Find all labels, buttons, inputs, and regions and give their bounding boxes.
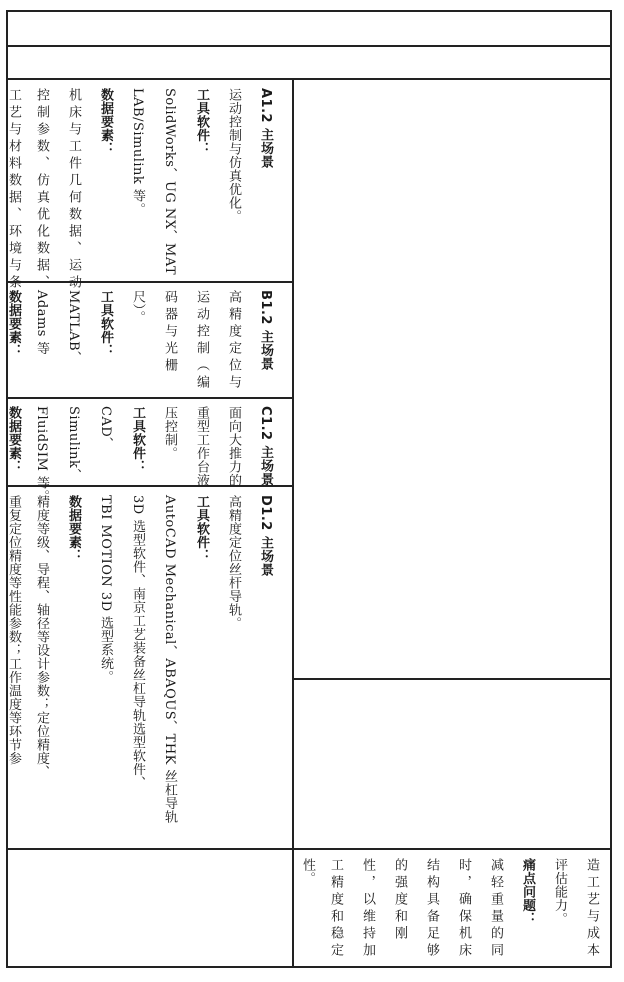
- scenario-a-title-col: [254, 88, 276, 169]
- pain-text-before-2: 评估能力。: [552, 858, 567, 926]
- scenario-d-data-text-2: 重复定位精度等性能参数；工作温度等环节参: [6, 495, 21, 765]
- scenario-c-tools-line-3: [30, 406, 52, 503]
- scenario-d-data-label: 数据要素：: [66, 495, 81, 563]
- table-right-border: [610, 10, 612, 967]
- scenario-b-tools-label: 工具软件：: [98, 290, 113, 358]
- scenario-d-title-col: [254, 495, 276, 576]
- pain-text-before-1: 造工艺与成本: [584, 858, 599, 960]
- scenario-c-tools-text-3: FluidSIM 等。: [34, 406, 49, 504]
- scenario-b-title-col: [254, 290, 276, 370]
- scenario-b-desc-line-3: [158, 290, 180, 375]
- scenario-d-desc-col: [222, 495, 244, 630]
- scenario-d-tools-line-2: [126, 495, 148, 789]
- scenario-c-desc-line-1: [222, 406, 244, 487]
- scenario-b-data-col: [2, 290, 24, 358]
- scenario-b-tools-text-2: Adams 等: [34, 290, 49, 356]
- scenario-a-desc-col: [222, 88, 244, 223]
- pain-text-6: 工精度和稳定: [328, 858, 343, 960]
- row-divider-2: [6, 78, 612, 80]
- scenario-d-title: D1.2 主场景: [258, 495, 273, 577]
- scenario-divider-bc: [6, 397, 293, 399]
- scenario-c-title: C1.2 主场景: [258, 406, 273, 487]
- pain-text-1: 减轻重量的同: [488, 858, 503, 960]
- scenario-a-data-label: 数据要素：: [98, 88, 113, 156]
- scenario-d-desc: 高精度定位丝杆导轨。: [226, 495, 241, 630]
- scenario-b-desc-text-2: 运动控制（编: [194, 290, 209, 392]
- scenario-a-data-text-1: 机床与工件几何数据、运动: [66, 88, 81, 292]
- scenario-b-data-label: 数据要素：: [6, 290, 21, 358]
- scenario-c-title-col: [254, 406, 276, 486]
- scenario-b-title: B1.2 主场景: [258, 290, 273, 371]
- scenario-c-tools-label: 工具软件：: [130, 406, 145, 474]
- pain-text-7: 性。: [300, 858, 315, 885]
- scenario-b-desc-text-4: 尺）。: [130, 290, 145, 324]
- row-divider-1: [6, 45, 612, 47]
- pain-label-col: [516, 858, 538, 926]
- pain-line-2: [452, 858, 474, 960]
- scenario-c-data-col: [2, 406, 24, 474]
- table-top-border: [6, 10, 612, 12]
- scenario-c-desc-text-3: 压控制。: [162, 406, 177, 460]
- scenario-d-data-line-1: [30, 495, 52, 779]
- scenario-b-tools-line-2: [30, 290, 52, 355]
- pain-line-7: [296, 858, 318, 885]
- scenario-divider-d-bottom: [6, 848, 293, 850]
- scenario-b-tools-text-1: MATLAB、: [66, 290, 81, 365]
- scenario-a-tools-text-2: LAB/Simulink 等。: [130, 88, 145, 216]
- right-column-divider-2: [292, 848, 612, 850]
- pain-line-before-2: [548, 858, 570, 926]
- pain-text-2: 时，确保机床: [456, 858, 471, 960]
- scenario-d-tools-label: 工具软件：: [194, 495, 209, 563]
- scenario-a-data-line-3: [2, 88, 24, 292]
- pain-text-4: 的强度和刚: [392, 858, 407, 943]
- scenario-b-desc-text-1: 高精度定位与: [226, 290, 241, 392]
- pain-text-3: 结构具备足够: [424, 858, 439, 960]
- scenario-b-desc-line-1: [222, 290, 244, 392]
- scenario-d-data-col: [62, 495, 84, 563]
- scenario-a-data-text-3: 工艺与材料数据、环境与条: [6, 88, 21, 292]
- scenario-c-tools-col: [126, 406, 148, 474]
- scenario-c-desc-line-2: [190, 406, 212, 487]
- scenario-c-desc-text-1: 面向大推力的: [226, 406, 241, 487]
- pain-line-6: [324, 858, 346, 960]
- scenario-a-desc: 运动控制与仿真优化。: [226, 88, 241, 223]
- scenario-a-tools-label: 工具软件：: [194, 88, 209, 156]
- scenario-a-data-line-1: [62, 88, 84, 292]
- scenario-a-tools-text-1: SolidWorks、UG NX、MAT: [162, 88, 177, 276]
- scenario-b-desc-line-4: [126, 290, 148, 324]
- scenario-a-data-line-2: [30, 88, 52, 292]
- column-divider-main: [292, 78, 294, 967]
- pain-line-4: [388, 858, 410, 943]
- scenario-c-tools-text-2: Simulink、: [66, 406, 81, 482]
- scenario-a-data-col: [94, 88, 116, 156]
- scenario-c-data-label: 数据要素：: [6, 406, 21, 474]
- pain-line-before-1: [580, 858, 602, 960]
- scenario-d-tools-text-3: TBI MOTION 3D 选型系统。: [98, 495, 113, 684]
- pain-text-5: 性，以维持加: [360, 858, 375, 960]
- scenario-a-data-text-2: 控制参数、仿真优化数据、: [34, 88, 49, 292]
- scenario-a-tools-line-2: [126, 88, 148, 216]
- scenario-b-desc-line-2: [190, 290, 212, 392]
- scenario-d-tools-text-1: AutoCAD Mechanical、ABAQUS、THK 丝杠导轨: [162, 495, 177, 824]
- scenario-d-tools-col: [190, 495, 212, 563]
- right-column-divider-1: [292, 678, 612, 680]
- scenario-d-data-text-1: 精度等级、导程、轴径等设计参数；定位精度、: [34, 495, 49, 779]
- scenario-d-tools-line-3: [94, 495, 116, 684]
- pain-point-label: 痛点问题：: [520, 858, 535, 926]
- scenario-c-desc-line-3: [158, 406, 180, 460]
- scenario-c-tools-line-2: [62, 406, 84, 482]
- table-bottom-border: [6, 966, 612, 968]
- scenario-c-desc-text-2: 重型工作台液: [194, 406, 209, 487]
- pain-line-1: [484, 858, 506, 960]
- scenario-b-desc-text-3: 码器与光栅: [162, 290, 177, 375]
- scenario-a-tools-line-1: [158, 88, 180, 275]
- scenario-d-tools-line-1: [158, 495, 180, 824]
- pain-line-3: [420, 858, 442, 960]
- scenario-c-tools-line-1: [94, 406, 116, 451]
- scenario-b-tools-col: [94, 290, 116, 358]
- scenario-b-tools-line-1: [62, 290, 84, 365]
- pain-line-5: [356, 858, 378, 960]
- scenario-c-tools-text-1: CAD、: [98, 406, 113, 451]
- scenario-a-title: A1.2 主场景: [258, 88, 273, 169]
- scenario-d-tools-text-2: 3D 选型软件、南京工艺装备丝杠导轨选型软件、: [130, 495, 145, 790]
- scenario-a-tools-col: [190, 88, 212, 156]
- scenario-d-data-line-2: [2, 495, 24, 765]
